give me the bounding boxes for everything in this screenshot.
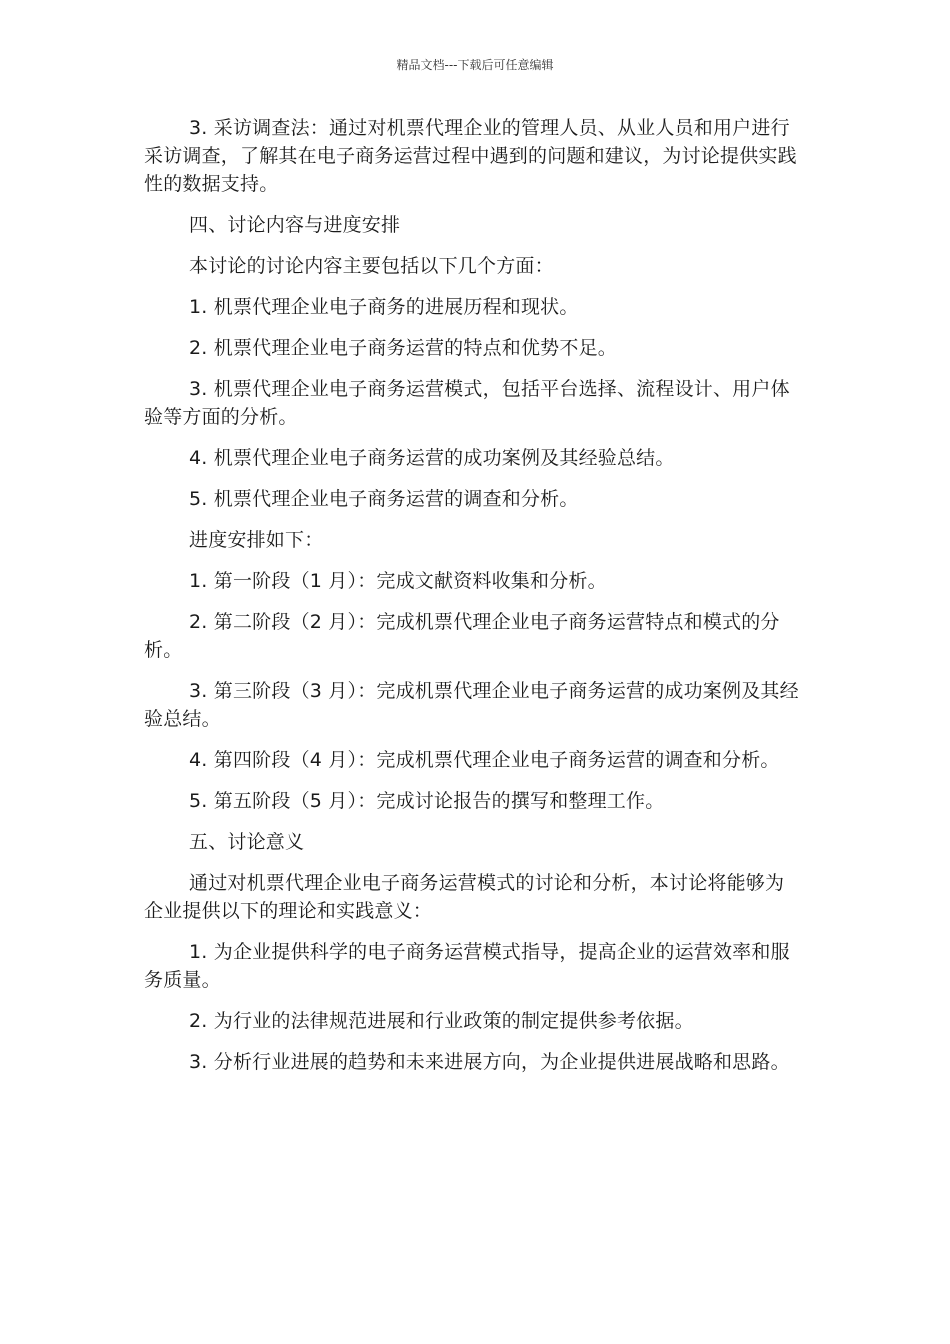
- section-heading-content-schedule: 四、讨论内容与进度安排: [189, 214, 401, 236]
- list-item-content-5: 5. 机票代理企业电子商务运营的调查和分析。: [189, 488, 579, 510]
- list-item-content-4: 4. 机票代理企业电子商务运营的成功案例及其经验总结。: [189, 447, 675, 469]
- paragraph-content-intro: 本讨论的讨论内容主要包括以下几个方面：: [189, 255, 554, 277]
- page-header: 精品文档---下载后可任意编辑: [396, 58, 554, 72]
- list-item-stage-1: 1. 第一阶段（1 月）：完成文献资料收集和分析。: [189, 570, 607, 592]
- list-item-significance-1: 1. 为企业提供科学的电子商务运营模式指导，提高企业的运营效率和服务质量。: [144, 941, 790, 991]
- section-heading-significance: 五、讨论意义: [189, 831, 305, 853]
- paragraph-method-interview: 3. 采访调查法：通过对机票代理企业的管理人员、从业人员和用户进行采访调查，了解其在电子商务运营过程中遇到的问题和建议，为讨论提供实践性的数据支持。: [144, 117, 797, 195]
- list-item-stage-5: 5. 第五阶段（5 月）：完成讨论报告的撰写和整理工作。: [189, 790, 665, 812]
- list-item-stage-3: 3. 第三阶段（3 月）：完成机票代理企业电子商务运营的成功案例及其经验总结。: [144, 680, 799, 730]
- list-item-significance-2: 2. 为行业的法律规范进展和行业政策的制定提供参考依据。: [189, 1010, 694, 1032]
- list-item-stage-2: 2. 第二阶段（2 月）：完成机票代理企业电子商务运营特点和模式的分析。: [144, 611, 780, 661]
- document-body: [144, 114, 800, 1089]
- list-item-content-1: 1. 机票代理企业电子商务的进展历程和现状。: [189, 296, 579, 318]
- paragraph-schedule-intro: 进度安排如下：: [189, 529, 324, 551]
- list-item-content-2: 2. 机票代理企业电子商务运营的特点和优势不足。: [189, 337, 617, 359]
- list-item-stage-4: 4. 第四阶段（4 月）：完成机票代理企业电子商务运营的调查和分析。: [189, 749, 780, 771]
- list-item-content-3: 3. 机票代理企业电子商务运营模式，包括平台选择、流程设计、用户体验等方面的分析。: [144, 378, 790, 428]
- list-item-significance-3: 3. 分析行业进展的趋势和未来进展方向，为企业提供进展战略和思路。: [189, 1051, 790, 1073]
- paragraph-significance-intro: 通过对机票代理企业电子商务运营模式的讨论和分析，本讨论将能够为企业提供以下的理论和实践意义：: [144, 872, 785, 922]
